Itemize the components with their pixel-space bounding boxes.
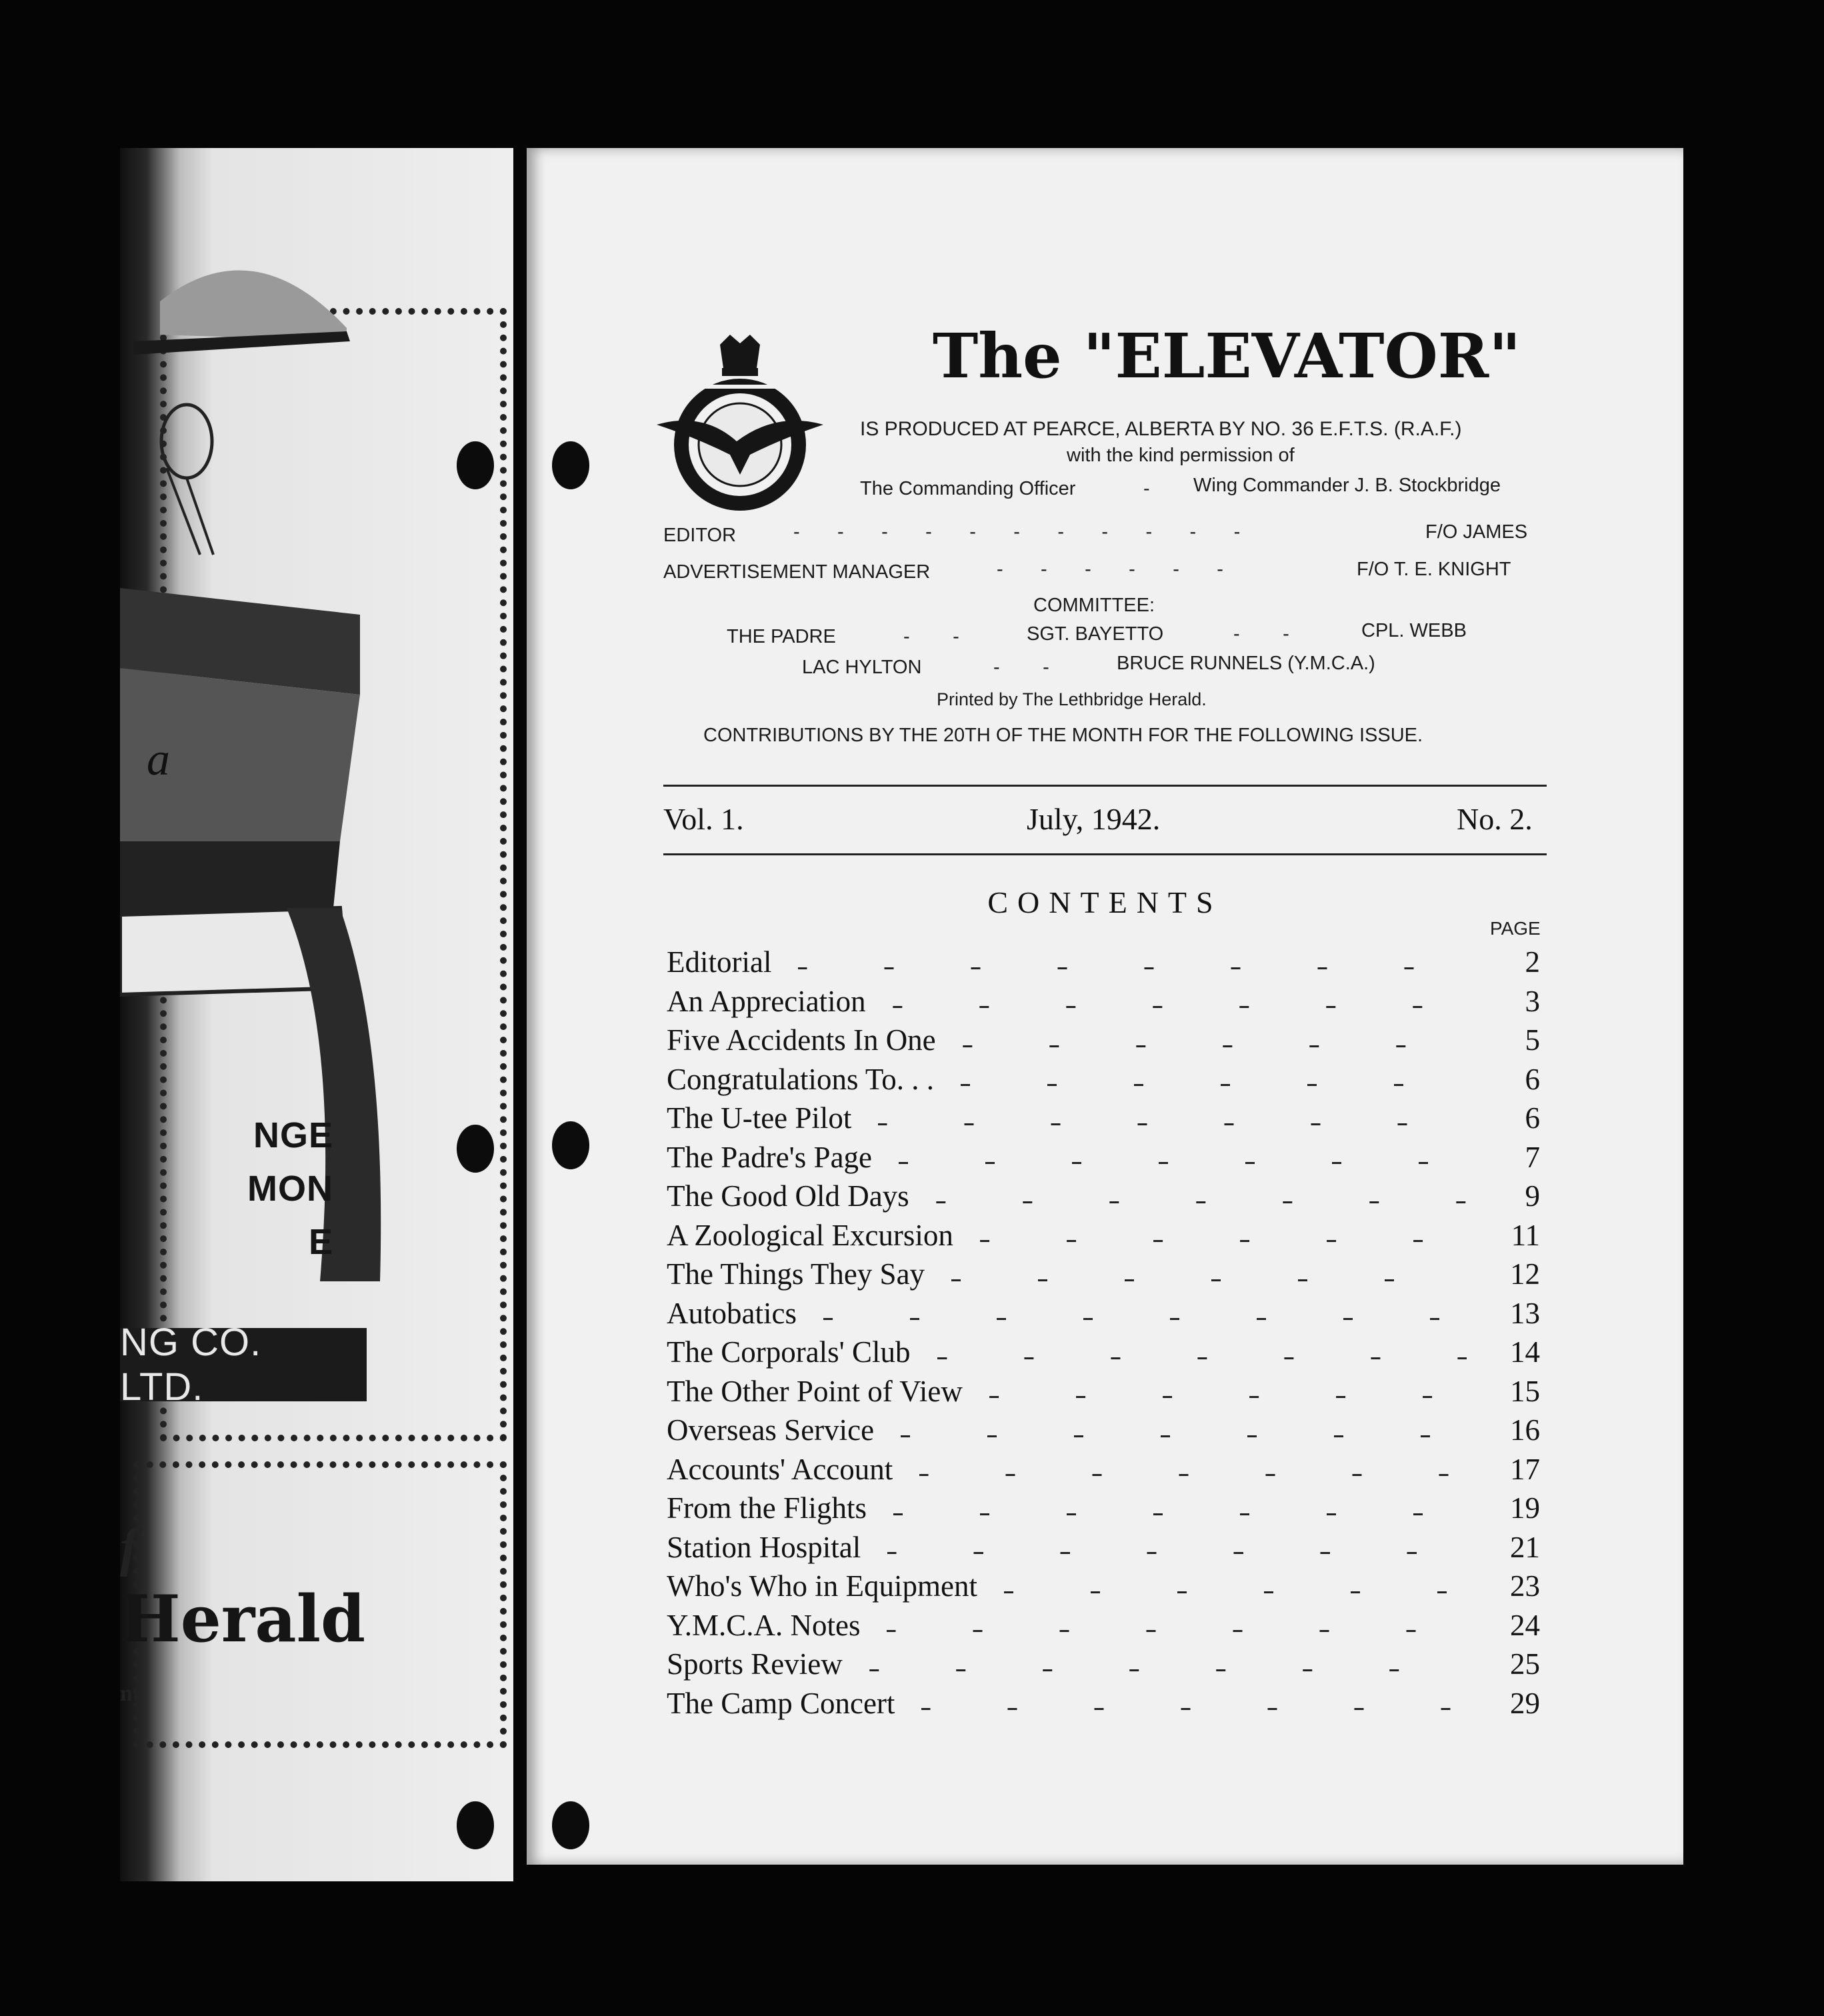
binding-hole bbox=[552, 441, 589, 489]
toc-row bbox=[667, 1374, 1540, 1413]
issue-volume: Vol. 1. bbox=[663, 802, 744, 836]
binding-hole bbox=[552, 1121, 589, 1169]
toc-row bbox=[667, 1179, 1540, 1218]
toc-page-number: 3 bbox=[1525, 984, 1540, 1018]
dash-leader bbox=[951, 1277, 1467, 1283]
table-of-contents bbox=[667, 945, 1540, 1725]
toc-row bbox=[667, 1686, 1540, 1725]
advertisement-manager-role: ADVERTISEMENT MANAGER bbox=[663, 561, 931, 583]
toc-title: Editorial bbox=[667, 945, 772, 979]
issue-number: No. 2. bbox=[1457, 802, 1533, 836]
ad-text-line-3: E bbox=[308, 1222, 333, 1262]
dash-leader bbox=[1004, 1589, 1467, 1595]
toc-page-number: 24 bbox=[1510, 1608, 1540, 1642]
dash-leader bbox=[878, 1121, 1467, 1127]
dash-leader: - - - - - - - - - - - bbox=[793, 521, 1241, 543]
svg-text:a: a bbox=[147, 734, 170, 785]
toc-page-number: 15 bbox=[1510, 1374, 1540, 1408]
toc-page-number: 6 bbox=[1525, 1101, 1540, 1135]
ad-fragment-nt: nt bbox=[120, 1681, 141, 1706]
binding-hole bbox=[457, 1801, 494, 1849]
editor-role: EDITOR bbox=[663, 525, 737, 546]
dash-leader: - - bbox=[1233, 623, 1289, 645]
toc-title: Accounts' Account bbox=[667, 1452, 893, 1486]
toc-title: Overseas Service bbox=[667, 1413, 875, 1447]
toc-row bbox=[667, 984, 1540, 1023]
toc-title: Who's Who in Equipment bbox=[667, 1569, 977, 1603]
ad-fragment-of: f bbox=[120, 1519, 138, 1577]
binding-hole bbox=[552, 1801, 589, 1849]
toc-row bbox=[667, 1335, 1540, 1374]
toc-title: Autobatics bbox=[667, 1296, 797, 1330]
toc-page-number: 6 bbox=[1525, 1062, 1540, 1096]
toc-page-number: 17 bbox=[1510, 1452, 1540, 1486]
toc-row bbox=[667, 1257, 1540, 1296]
ad-company-bar: NG CO. LTD. bbox=[120, 1328, 367, 1401]
committee-member: THE PADRE bbox=[727, 626, 836, 647]
toc-page-number: 19 bbox=[1510, 1491, 1540, 1525]
contributions-line: CONTRIBUTIONS BY THE 20TH OF THE MONTH FOR THE FOLLOWING ISSUE. bbox=[703, 725, 1423, 746]
toc-title: Y.M.C.A. Notes bbox=[667, 1608, 861, 1642]
dash-leader: - - bbox=[903, 626, 959, 647]
dash-leader bbox=[899, 1160, 1467, 1167]
toc-title: From the Flights bbox=[667, 1491, 867, 1525]
toc-title: A Zoological Excursion bbox=[667, 1218, 953, 1252]
toc-row bbox=[667, 1491, 1540, 1530]
commanding-officer-role: The Commanding Officer bbox=[860, 478, 1076, 499]
toc-page-number: 2 bbox=[1525, 945, 1540, 979]
toc-page-number: 23 bbox=[1510, 1569, 1540, 1603]
contents-page bbox=[527, 148, 1683, 1865]
magazine-title: The "ELEVATOR" bbox=[932, 320, 1521, 392]
dash-leader: - - - - - - bbox=[997, 559, 1223, 580]
toc-page-number: 13 bbox=[1510, 1296, 1540, 1330]
dash-leader bbox=[887, 1550, 1467, 1557]
rule-top bbox=[663, 785, 1547, 787]
produced-line: IS PRODUCED AT PEARCE, ALBERTA BY NO. 36 E.F.T.S. (R.A.F.) bbox=[860, 418, 1462, 440]
toc-row bbox=[667, 1062, 1540, 1101]
committee-member: BRUCE RUNNELS (Y.M.C.A.) bbox=[1117, 653, 1375, 674]
printed-by-line: Printed by The Lethbridge Herald. bbox=[937, 689, 1207, 709]
dash-leader bbox=[869, 1667, 1467, 1673]
toc-row bbox=[667, 1608, 1540, 1647]
toc-title: Congratulations To. . . bbox=[667, 1062, 935, 1096]
left-page-advertisement bbox=[120, 148, 513, 1881]
toc-title: An Appreciation bbox=[667, 984, 866, 1018]
advertisement-manager-name: F/O T. E. KNIGHT bbox=[1357, 559, 1511, 580]
dash-leader bbox=[823, 1316, 1467, 1323]
toc-row bbox=[667, 1452, 1540, 1491]
contents-heading: CONTENTS bbox=[987, 885, 1223, 919]
toc-row bbox=[667, 1569, 1540, 1608]
toc-title: Sports Review bbox=[667, 1647, 843, 1681]
toc-row bbox=[667, 1140, 1540, 1179]
dash-leader bbox=[893, 1511, 1467, 1517]
toc-title: Station Hospital bbox=[667, 1530, 861, 1564]
binding-hole bbox=[457, 441, 494, 489]
toc-title: The Padre's Page bbox=[667, 1140, 873, 1174]
toc-row bbox=[667, 1023, 1540, 1062]
dash-leader bbox=[919, 1472, 1467, 1479]
toc-page-number: 14 bbox=[1510, 1335, 1540, 1369]
toc-row bbox=[667, 1413, 1540, 1452]
toc-page-number: 16 bbox=[1510, 1413, 1540, 1447]
toc-page-number: 25 bbox=[1510, 1647, 1540, 1681]
dash-leader bbox=[921, 1706, 1467, 1713]
committee-member: LAC HYLTON bbox=[802, 657, 922, 678]
toc-title: Five Accidents In One bbox=[667, 1023, 936, 1057]
toc-page-number: 11 bbox=[1511, 1218, 1540, 1252]
dash-leader: - bbox=[1143, 478, 1150, 499]
dash-leader bbox=[980, 1238, 1467, 1245]
dash-leader bbox=[936, 1199, 1467, 1205]
dash-leader bbox=[893, 1004, 1467, 1011]
toc-page-number: 5 bbox=[1525, 1023, 1540, 1057]
committee-member: CPL. WEBB bbox=[1361, 620, 1467, 641]
committee-heading: COMMITTEE: bbox=[1033, 595, 1155, 616]
editor-name: F/O JAMES bbox=[1425, 521, 1528, 543]
dash-leader: - - bbox=[993, 657, 1049, 678]
toc-title: The U-tee Pilot bbox=[667, 1101, 852, 1135]
permission-line: with the kind permission of bbox=[1067, 445, 1295, 466]
toc-row bbox=[667, 1647, 1540, 1686]
toc-row bbox=[667, 1530, 1540, 1569]
dash-leader bbox=[798, 965, 1467, 971]
dash-leader bbox=[937, 1355, 1467, 1361]
dash-leader bbox=[963, 1043, 1467, 1049]
page-column-label: PAGE bbox=[1490, 918, 1541, 939]
raf-crest-icon bbox=[657, 331, 823, 525]
toc-title: The Camp Concert bbox=[667, 1686, 895, 1720]
dash-leader bbox=[887, 1628, 1467, 1635]
binding-hole bbox=[457, 1125, 494, 1173]
dash-leader bbox=[901, 1433, 1467, 1439]
toc-page-number: 9 bbox=[1525, 1179, 1540, 1213]
toc-title: The Other Point of View bbox=[667, 1374, 963, 1408]
toc-page-number: 12 bbox=[1510, 1257, 1540, 1291]
rule-bottom bbox=[663, 853, 1547, 855]
ad-text-line-1: NGE bbox=[253, 1115, 333, 1155]
toc-title: The Things They Say bbox=[667, 1257, 925, 1291]
toc-page-number: 29 bbox=[1510, 1686, 1540, 1720]
dash-leader bbox=[961, 1082, 1467, 1089]
toc-row bbox=[667, 945, 1540, 984]
issue-date: July, 1942. bbox=[1027, 802, 1161, 836]
commanding-officer-name: Wing Commander J. B. Stockbridge bbox=[1193, 475, 1501, 496]
dash-leader bbox=[989, 1394, 1467, 1401]
committee-member: SGT. BAYETTO bbox=[1027, 623, 1164, 645]
toc-title: The Good Old Days bbox=[667, 1179, 909, 1213]
toc-row bbox=[667, 1218, 1540, 1257]
ad-text-line-2: MON bbox=[247, 1169, 333, 1209]
toc-page-number: 21 bbox=[1510, 1530, 1540, 1564]
toc-row bbox=[667, 1296, 1540, 1335]
toc-row bbox=[667, 1101, 1540, 1140]
toc-title: The Corporals' Club bbox=[667, 1335, 911, 1369]
toc-page-number: 7 bbox=[1525, 1140, 1540, 1174]
ad-herald-wordmark: Herald bbox=[120, 1581, 366, 1657]
